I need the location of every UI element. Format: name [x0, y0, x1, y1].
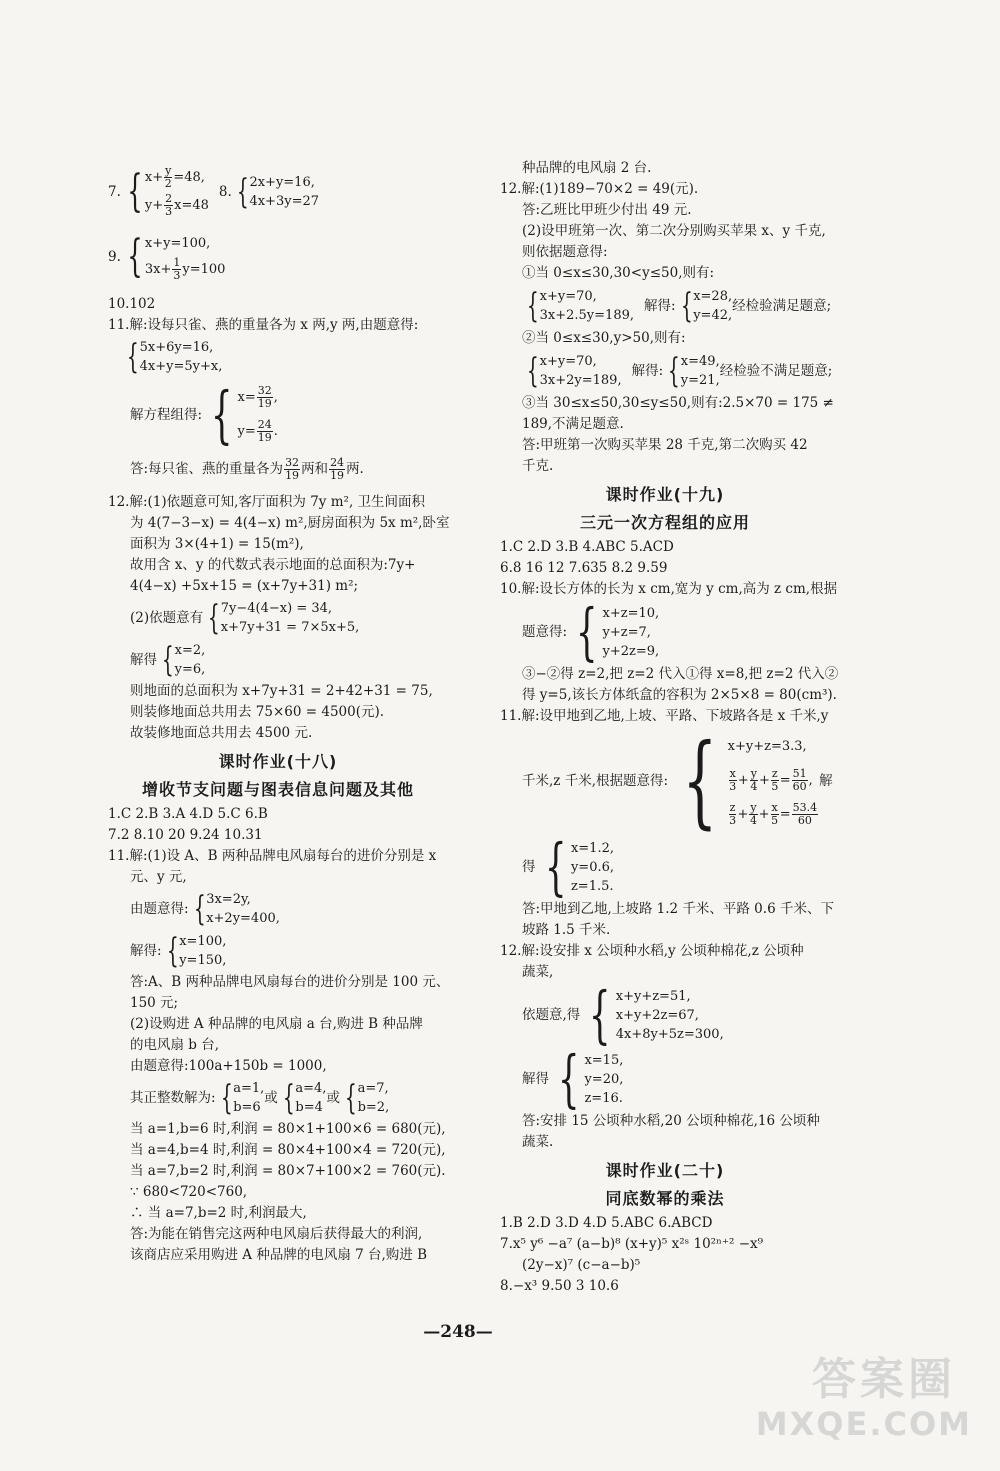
- answer-12-case1-system: { x+y=70, 3x+2.5y=189, 解得: { x=28, y=42, 经检验满足题意;: [526, 286, 832, 326]
- answer-10: 10.102: [108, 296, 156, 312]
- answer-9: 9. { x+y=100, 3x+ $\frac{1}{3}$ y=100: [108, 231, 226, 282]
- answer-11-solution: 解方程组得: { x= $\frac{32}{19}$ , y= $\frac{24}{19}$ .: [130, 378, 278, 451]
- answer-19-10-system: 题意得: { x+z=10, y+z=7, y+2z=9,: [522, 595, 660, 668]
- section-19-subtitle: 三元一次方程组的应用: [579, 513, 750, 532]
- answer-19-12-line: 蔬菜,: [522, 964, 554, 980]
- answer-12-line: 答:乙班比甲班少付出 49 元.: [522, 202, 692, 218]
- answer-18-11-line: 的电风扇 b 台,: [130, 1037, 220, 1053]
- answers-20-fill: 7.x⁵ y⁶ −a⁷ (a−b)⁸ (x+y)⁵ x²ˢ 10²ⁿ⁺² −x⁹: [500, 1236, 764, 1252]
- answer-12-line: 故装修地面总共用去 4500 元.: [130, 725, 313, 741]
- answer-19-11-line: 11.解:设甲地到乙地,上坡、平路、下坡路各是 x 千米,y: [500, 708, 829, 724]
- answer-18-11-system: 由题意得: { 3x=2y, x+2y=400,: [130, 889, 280, 929]
- answers-20-fill: 8.−x³ 9.50 3 10.6: [500, 1278, 619, 1294]
- answer-19-10-line: 10.解:设长方体的长为 x cm,宽为 y cm,高为 z cm,根据: [500, 581, 838, 597]
- answer-19-12-line: 12.解:设安排 x 公顷种水稻,y 公顷种棉花,z 公顷种: [500, 943, 804, 959]
- answer-18-11-line: ∴ 当 a=7,b=2 时,利润最大,: [130, 1205, 307, 1221]
- page-number: —248—: [423, 1322, 493, 1342]
- answers-19-choice: 1.C 2.D 3.B 4.ABC 5.ACD: [500, 539, 674, 555]
- section-19-title: 课时作业(十九): [605, 485, 725, 504]
- answer-19-12-system: 依题意,得 { x+y+z=51, x+y+2z=67, 4x+8y+5z=300,: [522, 978, 724, 1051]
- section-20-subtitle: 同底数幂的乘法: [605, 1189, 725, 1208]
- answer-12-system: (2)依题意有 { 7y−4(4−x) = 34, x+7y+31 = 7×5x+5,: [130, 598, 360, 638]
- system-8: { 2x+y=16, 4x+3y=27: [236, 172, 319, 212]
- answer-19-10-line: ③−②得 z=2,把 z=2 代入①得 x=8,把 z=2 代入②: [522, 666, 839, 682]
- answer-12-line: 12.解:(1)依题意可知,客厅面积为 7y m², 卫生间面积: [108, 494, 426, 510]
- answer-12-case: 189,不满足题意.: [522, 416, 624, 432]
- answer-18-11-solution: 解得: { x=100, y=150,: [130, 931, 227, 971]
- answers-18-choice: 1.C 2.B 3.A 4.D 5.C 6.B: [108, 806, 268, 822]
- answer-11-conclusion: 答:每只雀、燕的重量各为 $\frac{32}{19}$ 两和 $\frac{24}{19}$ 两.: [130, 455, 364, 482]
- answer-18-11-line: 答:A、B 两种品牌电风扇每台的进价分别是 100 元、: [130, 974, 450, 990]
- answer-12-line: 故用含 x、y 的代数式表示地面的总面积为:7y+: [130, 557, 416, 573]
- answer-18-11-line: (2)设购进 A 种品牌的电风扇 a 台,购进 B 种品牌: [130, 1016, 423, 1032]
- answer-19-10-line: 得 y=5,该长方体纸盒的容积为 2×5×8 = 80(cm³).: [522, 687, 837, 703]
- answer-12-case: ①当 0≤x≤30,30<y≤50,则有:: [522, 265, 715, 281]
- answers-20-fill: (2y−x)⁷ (c−a−b)⁵: [522, 1257, 641, 1273]
- answer-12-conclusion: 千克.: [522, 458, 554, 474]
- answer-18-11-line: 当 a=7,b=2 时,利润 = 80×7+100×2 = 760(元).: [130, 1163, 446, 1179]
- answer-12-case: ②当 0≤x≤30,y>50,则有:: [522, 330, 686, 346]
- answer-12-line: 则地面的总面积为 x+7y+31 = 2+42+31 = 75,: [130, 683, 433, 699]
- answer-11-intro: 11.解:设每只雀、燕的重量各为 x 两,y 两,由题意得:: [108, 317, 419, 333]
- section-18-subtitle: 增收节支问题与图表信息问题及其他: [141, 780, 414, 799]
- section-20-title: 课时作业(二十): [605, 1161, 725, 1180]
- answer-12-case: ③当 30≤x≤50,30≤y≤50,则有:2.5×70 = 175 ≠: [522, 395, 834, 411]
- answer-12-conclusion: 答:甲班第一次购买苹果 28 千克,第二次购买 42: [522, 437, 808, 453]
- answer-18-11-line: 答:为能在销售完这两种电风扇后获得最大的利润,: [130, 1226, 423, 1242]
- answers-18-fill: 7.2 8.10 20 9.24 10.31: [108, 827, 263, 843]
- answer-19-11-system: 千米,z 千米,根据题意得: { x+y+z=3.3, $\frac{x}{3}$ + $\frac{y}{4}$ + $\frac{z}{5}$ = $\frac{51}{60}$ , $\frac{z}{3}$ + $\frac{y}{4}$ + $\frac{x}{5}$ = $\frac{53.4}{60}$ 解: [522, 722, 833, 839]
- answers-19-fill: 6.8 16 12 7.635 8.2 9.59: [500, 560, 668, 576]
- answer-18-11-line: 元、y 元,: [130, 869, 187, 885]
- answer-19-12-solution: 解得 { x=15, y=20, z=16.: [522, 1042, 624, 1115]
- answer-12-line: 12.解:(1)189−70×2 = 49(元).: [500, 181, 699, 197]
- answer-12-line: 则依据题意得:: [522, 244, 608, 260]
- answer-11-system: { 5x+6y=16, 4x+y=5y+x,: [126, 337, 223, 377]
- section-18-title: 课时作业(十八): [218, 752, 338, 771]
- answer-18-11-line: ∵ 680<720<760,: [130, 1184, 248, 1200]
- answer-12-line: 4(4−x) +5x+15 = (x+7y+31) m²;: [130, 578, 359, 594]
- answer-18-11-line: 该商店应采用购进 A 种品牌的电风扇 7 台,购进 B: [130, 1247, 428, 1263]
- answer-12-line: 则装修地面总共用去 75×60 = 4500(元).: [130, 704, 385, 720]
- answer-12-solution: 解得 { x=2, y=6,: [130, 640, 206, 680]
- answer-18-11-line: 150 元;: [130, 995, 179, 1011]
- answer-18-11-line: 由题意得:100a+150b = 1000,: [130, 1058, 327, 1074]
- answer-7-8: 7. { x+ $\frac{y}{2}$ =48, y+ $\frac{2}{3}$ x=48 8. { 2x+y=16, 4x+3y=27: [108, 164, 319, 218]
- answer-19-12-conclusion: 蔬菜.: [522, 1134, 554, 1150]
- answer-19-11-solution: 得 { x=1.2, y=0.6, z=1.5.: [522, 830, 614, 903]
- continued-line: 种品牌的电风扇 2 台.: [522, 160, 652, 176]
- answer-19-12-conclusion: 答:安排 15 公顷种水稻,20 公顷种棉花,16 公顷种: [522, 1113, 820, 1129]
- answer-12-line: (2)设甲班第一次、第二次分别购买苹果 x、y 千克,: [522, 223, 826, 239]
- answer-18-11-line: 11.解:(1)设 A、B 两种品牌电风扇每台的进价分别是 x: [108, 848, 437, 864]
- answer-12-line: 为 4(7−3−x) = 4(4−x) m²,厨房面积为 5x m²,卧室: [130, 515, 450, 531]
- right-column: [500, 158, 839, 1297]
- answers-20-choice: 1.B 2.D 3.D 4.D 5.ABC 6.ABCD: [500, 1215, 713, 1231]
- watermark-logo: 答案圈 MXQE.COM: [755, 1354, 972, 1443]
- answer-12-line: 面积为 3×(4+1) = 15(m²),: [130, 536, 304, 552]
- left-column: [108, 158, 448, 1266]
- answer-18-11-integer-solutions: 其正整数解为: { a=1, b=6 或 { a=4, b=4 或 { a=7, b=2,: [130, 1078, 390, 1118]
- answer-18-11-line: 当 a=4,b=4 时,利润 = 80×4+100×4 = 720(元),: [130, 1142, 446, 1158]
- answer-19-11-conclusion: 答:甲地到乙地,上坡路 1.2 千米、平路 0.6 千米、下: [522, 901, 834, 917]
- answer-12-case2-system: { x+y=70, 3x+2y=189, 解得: { x=49, y=21, 经检验不满足题意;: [526, 351, 833, 391]
- answer-19-11-conclusion: 坡路 1.5 千米.: [522, 922, 611, 938]
- answer-18-11-line: 当 a=1,b=6 时,利润 = 80×1+100×6 = 680(元),: [130, 1121, 446, 1137]
- system-7: { x+ $\frac{y}{2}$ =48, y+ $\frac{2}{3}$ x=48: [127, 164, 209, 218]
